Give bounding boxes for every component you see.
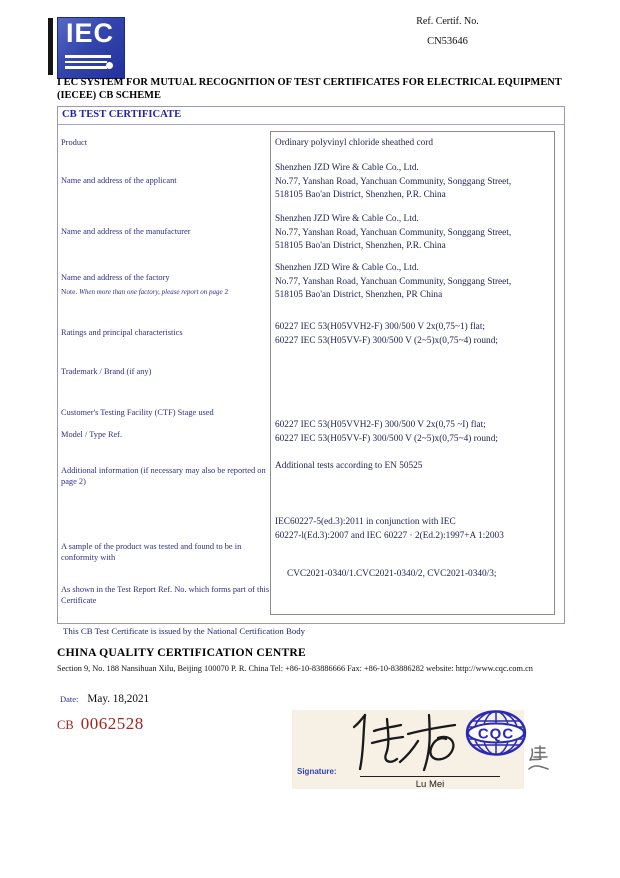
iec-logo-underline: [65, 55, 111, 58]
label-product: Product: [61, 138, 88, 147]
value-factory-line3: 518105 Bao'an District, Shenzhen, PR China: [275, 290, 443, 300]
value-factory-line2: No.77, Yanshan Road, Yanchuan Community, Songgang Street,: [275, 276, 512, 287]
ref-certif-block: [385, 16, 510, 47]
scheme-title: [57, 77, 567, 102]
value-factory: [275, 262, 547, 303]
label-manufacturer: Name and address of the manufacturer: [61, 227, 191, 236]
date-value: May. 18,2021: [87, 693, 150, 705]
signature-label: Signature:: [297, 767, 337, 776]
value-model-line2: 60227 IEC 53(H05VV-F) 300/500 V (2~5)x(0,75~4) round;: [275, 434, 498, 444]
cb-prefix: CB: [57, 718, 74, 732]
label-ctf-stage: Customer's Testing Facility (CTF) Stage used: [61, 408, 214, 417]
value-model-line1: 60227 IEC 53(H05VVH2-F) 300/500 V 2x(0,75 ~I) flat;: [275, 420, 486, 430]
iec-logo-text: IEC: [66, 18, 115, 48]
label-ratings: Ratings and principal characteristics: [61, 328, 183, 337]
value-conformity-line2: 60227-l(Ed.3):2007 and IEC 60227 · 2(Ed.2):1997+A 1:2003: [275, 531, 504, 541]
iec-logo-underline: [65, 66, 107, 69]
label-factory-note: [61, 287, 271, 297]
value-ratings: [275, 320, 547, 348]
value-ratings-line2: 60227 IEC 53(H05VV-F) 300/500 V (2~5)x(0,75~4) round;: [275, 336, 498, 346]
scheme-title-line2: (IECEE) CB SCHEME: [57, 89, 161, 101]
scheme-title-line1: I EC SYSTEM FOR MUTUAL RECOGNITION OF TEST CERTIFICATES FOR ELECTRICAL EQUIPMENT: [57, 77, 562, 88]
signature-printed-name: Lu Mei: [415, 779, 445, 790]
issuer-address: Section 9, No. 188 Nansihuan Xilu, Beijing 100070 P. R. China Tel: +86-10-83886666 Fax: +86-10-83886282 website: http://www.cqc.com.cn: [57, 664, 533, 673]
value-manufacturer-line1: Shenzhen JZD Wire & Cable Co., Ltd.: [275, 214, 419, 224]
handwritten-signature: [350, 710, 470, 774]
cqc-stamp: [464, 709, 528, 757]
label-applicant: Name and address of the applicant: [61, 176, 177, 185]
date-row: [60, 689, 149, 707]
value-manufacturer-line3: 518105 Bao'an District, Shenzhen, P.R. China: [275, 241, 446, 251]
label-trademark: Trademark / Brand (if any): [61, 367, 152, 376]
ref-certif-label: Ref. Certif. No.: [416, 16, 479, 27]
ref-certif-number: CN53646: [427, 36, 468, 47]
cb-number: 0062528: [80, 714, 144, 733]
value-applicant-line3: 518105 Bao'an District, Shenzhen, P.R. China: [275, 190, 446, 200]
value-applicant-line2: No.77, Yanshan Road, Yanchuan Community, Songgang Street,: [275, 176, 512, 187]
seal-character-jian: [527, 745, 550, 772]
iec-logo-square: [57, 17, 125, 79]
value-manufacturer-line2: No.77, Yanshan Road, Yanchuan Community, Songgang Street,: [275, 227, 512, 238]
label-test-report: As shown in the Test Report Ref. No. which forms part of this Certificate: [61, 585, 270, 605]
value-applicant: [275, 162, 547, 203]
value-additional-info: Additional tests according to EN 50525: [275, 461, 423, 471]
label-conformity: A sample of the product was tested and found to be in conformity with: [61, 542, 242, 562]
factory-note-italic: When more than one factory, please report on page: [79, 288, 223, 296]
value-product: Ordinary polyvinyl chloride sheathed cord: [275, 138, 434, 148]
certificate-box: [57, 106, 565, 624]
value-factory-line1: Shenzhen JZD Wire & Cable Co., Ltd.: [275, 263, 419, 273]
value-applicant-line1: Shenzhen JZD Wire & Cable Co., Ltd.: [275, 163, 419, 173]
issuer-name: CHINA QUALITY CERTIFICATION CENTRE: [57, 646, 306, 659]
value-box: [270, 131, 555, 615]
value-model: [275, 418, 547, 446]
cb-number-row: [57, 714, 144, 734]
cqc-stamp-text: CQC: [477, 725, 515, 743]
value-test-report: CVC2021-0340/1.CVC2021-0340/2, CVC2021-0340/3;: [287, 569, 497, 579]
label-model-type-ref: Model / Type Ref.: [61, 430, 123, 439]
certificate-footer-note: This CB Test Certificate is issued by the National Certification Body: [63, 626, 306, 636]
certificate-title: CB TEST CERTIFICATE: [58, 107, 564, 125]
iec-logo-underline: [65, 61, 107, 64]
iec-logo: [48, 17, 128, 77]
signature-line: [360, 776, 500, 777]
value-manufacturer: [275, 213, 547, 254]
value-conformity-line1: IEC60227-5(ed.3):2011 in conjunction with IEC: [275, 517, 456, 527]
factory-note-prefix: Note.: [61, 287, 78, 296]
iec-logo-left-bar: [48, 18, 53, 75]
label-factory: Name and address of the factory: [61, 273, 170, 282]
value-conformity: [275, 515, 547, 543]
date-label: Date:: [60, 694, 79, 704]
iec-logo-dot: [106, 62, 113, 69]
factory-note-suffix: 2: [224, 287, 229, 296]
label-additional-info: Additional information (if necessary may also be reported on page 2): [61, 466, 266, 486]
value-ratings-line1: 60227 IEC 53(H05VVH2-F) 300/500 V 2x(0,75~1) flat;: [275, 322, 485, 332]
